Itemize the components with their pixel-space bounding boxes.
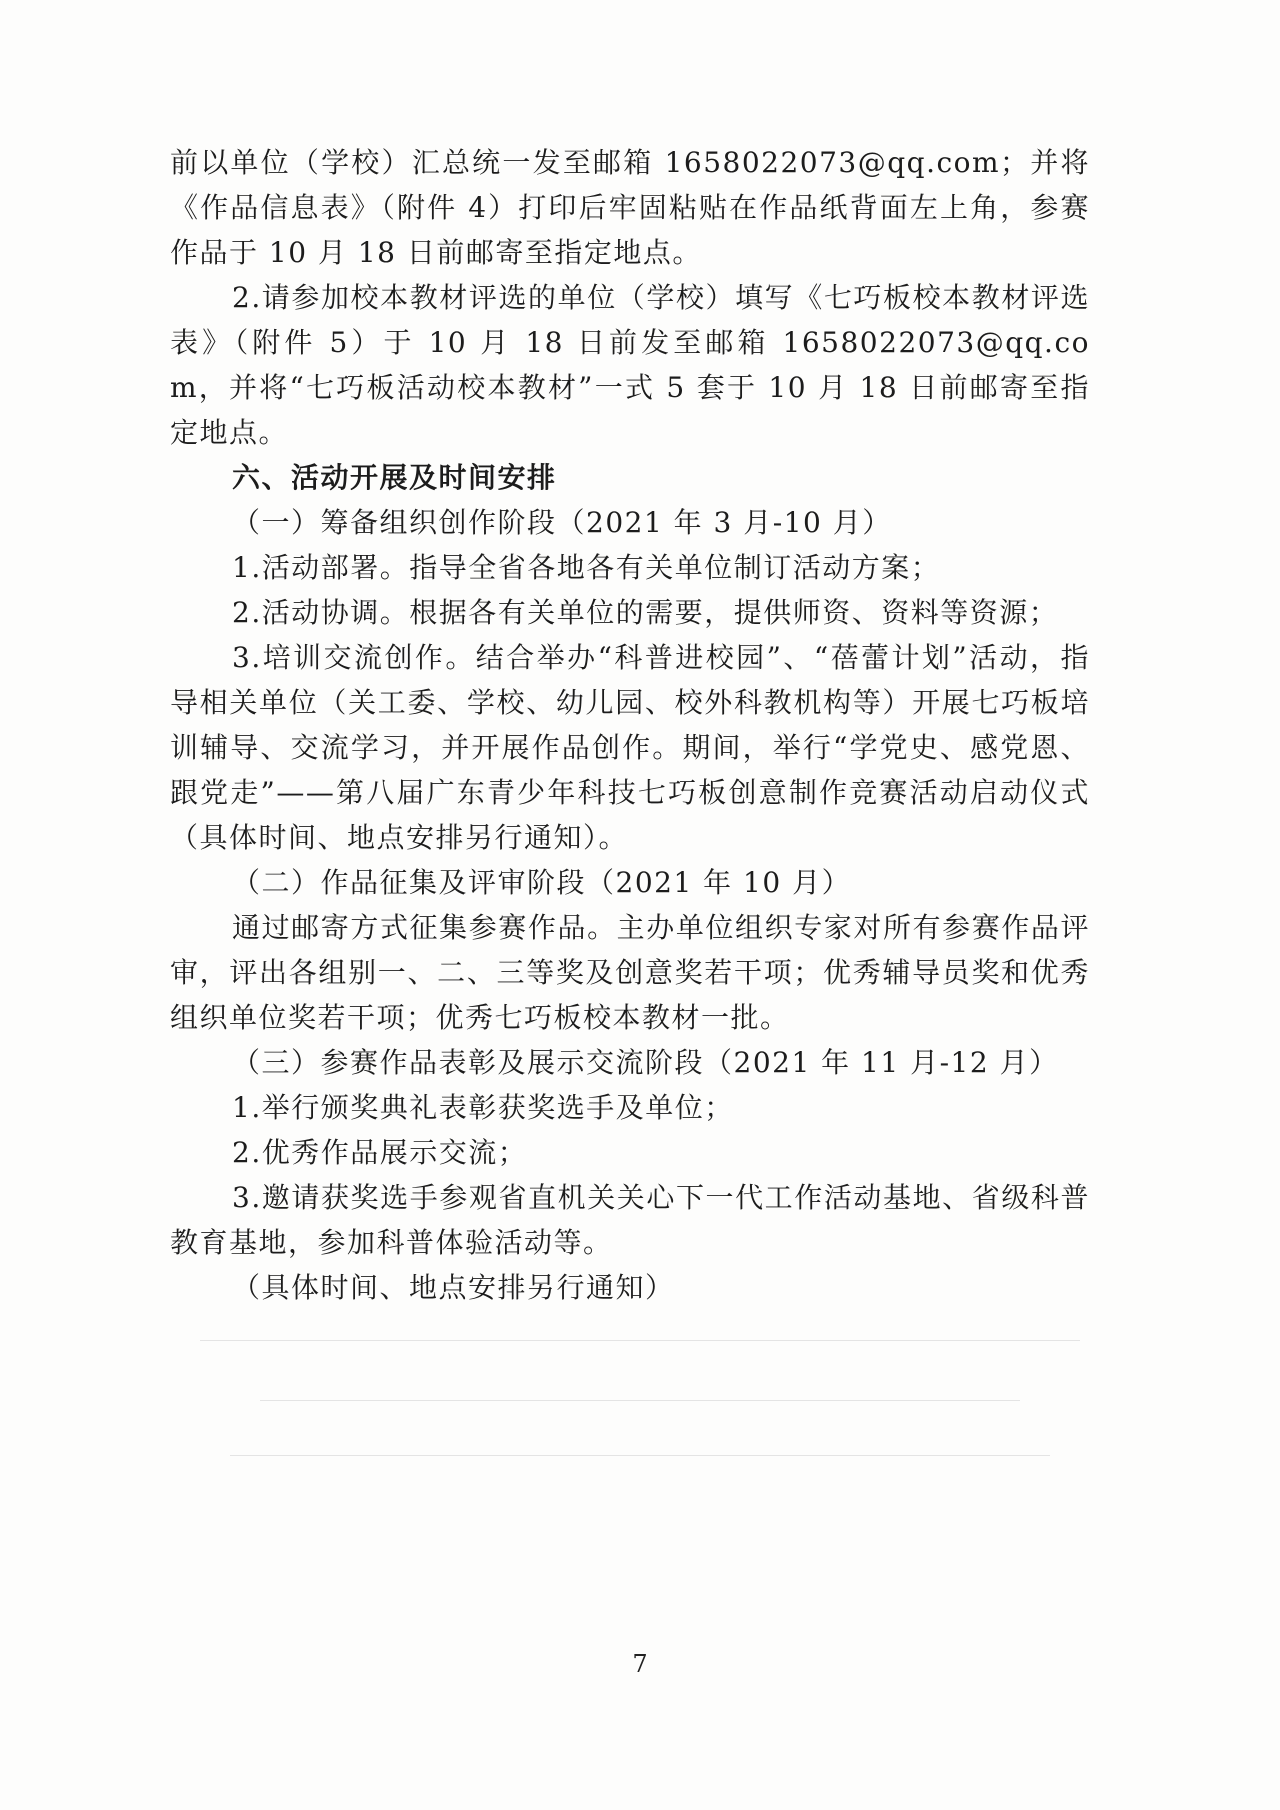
list-item-visit: 3.邀请获奖选手参观省直机关关心下一代工作活动基地、省级科普教育基地，参加科普体验活动等。 xyxy=(170,1181,1090,1259)
scan-artifact-line xyxy=(230,1455,1050,1456)
document-body xyxy=(170,140,1090,1310)
scan-artifact-line xyxy=(200,1340,1080,1341)
list-item-coordination: 2.活动协调。根据各有关单位的需要，提供师资、资料等资源； xyxy=(232,596,1059,629)
list-item-exhibition: 2.优秀作品展示交流； xyxy=(232,1136,528,1169)
list-item-deployment: 1.活动部署。指导全省各地各有关单位制订活动方案； xyxy=(232,551,941,584)
section-heading-schedule: 六、活动开展及时间安排 xyxy=(232,461,557,494)
paragraph-collection-review: 通过邮寄方式征集参赛作品。主办单位组织专家对所有参赛作品评审，评出各组别一、二、三等奖及创意奖若干项；优秀辅导员奖和优秀组织单位奖若干项；优秀七巧板校本教材一批。 xyxy=(170,911,1090,1034)
list-item-ceremony: 1.举行颁奖典礼表彰获奖选手及单位； xyxy=(232,1091,734,1124)
paragraph-submission-info: 前以单位（学校）汇总统一发至邮箱 1658022073@qq.com；并将《作品信息表》（附件 4）打印后牢固粘贴在作品纸背面左上角，参赛作品于 10 月 18 日前邮寄至指定地点。 xyxy=(170,146,1090,269)
page-number: 7 xyxy=(632,1650,648,1678)
paragraph-note: （具体时间、地点安排另行通知） xyxy=(232,1271,675,1304)
list-item-training: 3.培训交流创作。结合举办“科普进校园”、“蓓蕾计划”活动，指导相关单位（关工委、学校、幼儿园、校外科教机构等）开展七巧板培训辅导、交流学习，并开展作品创作。期间，举行“学党史、感党恩、跟党走”——第八届广东青少年科技七巧板创意制作竞赛活动启动仪式（具体时间、地点安排另行通知）。 xyxy=(170,641,1090,854)
paragraph-textbook-submission: 2.请参加校本教材评选的单位（学校）填写《七巧板校本教材评选表》（附件 5）于 10 月 18 日前发至邮箱 1658022073@qq.com，并将“七巧板活动校本教材”一式 5 套于 10 月 18 日前邮寄至指定地点。 xyxy=(170,281,1090,449)
subheading-preparation-stage: （一）筹备组织创作阶段（2021 年 3 月-10 月） xyxy=(232,506,892,539)
subheading-award-stage: （三）参赛作品表彰及展示交流阶段（2021 年 11 月-12 月） xyxy=(232,1046,1059,1079)
subheading-collection-stage: （二）作品征集及评审阶段（2021 年 10 月） xyxy=(232,866,852,899)
scan-artifact-line xyxy=(260,1400,1020,1401)
